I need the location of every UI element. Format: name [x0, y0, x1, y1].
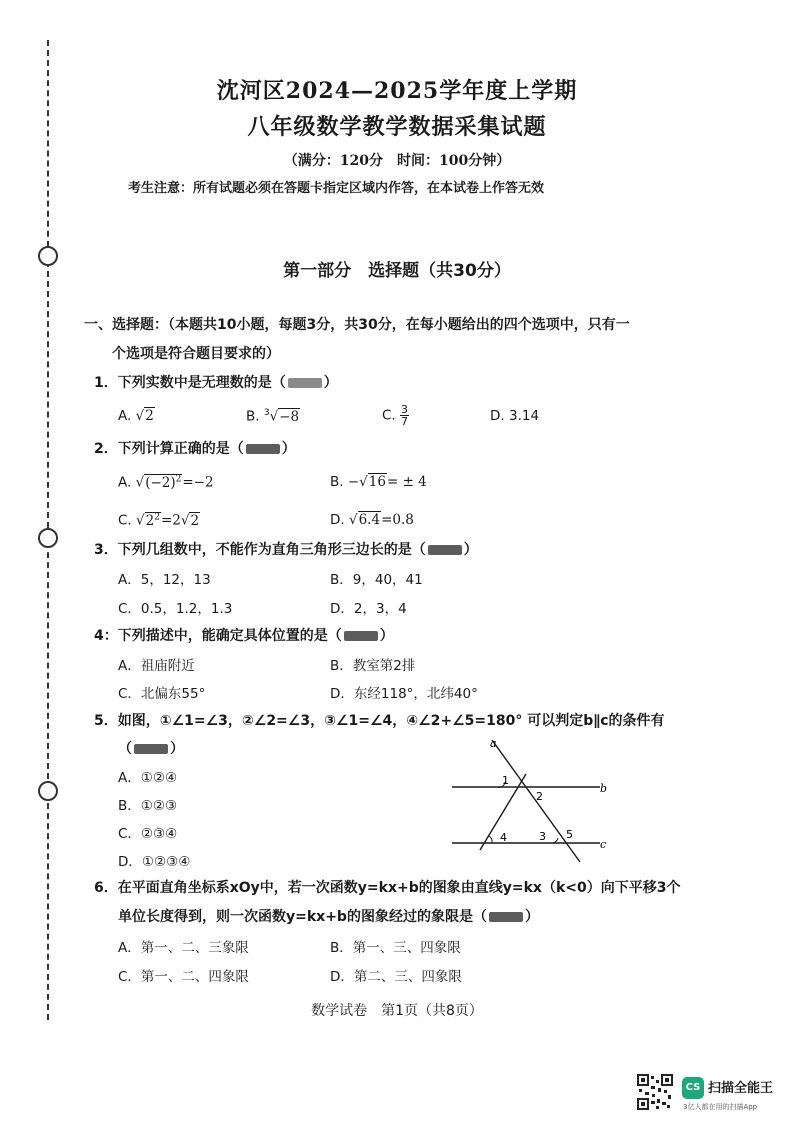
answer-blank — [344, 631, 378, 641]
question-3-option-c: C．0.5，1.2，1.3 — [118, 601, 233, 617]
label-b: b — [600, 782, 608, 795]
question-6-stem-line2: 单位长度得到，则一次函数y=kx+b的图象经过的象限是（ ） — [118, 909, 539, 925]
answer-blank — [489, 912, 523, 922]
qr-code-icon — [637, 1074, 673, 1110]
scanner-logo: CS — [682, 1077, 704, 1099]
question-1-option-b: B. $^3$√−8 — [246, 408, 300, 425]
question-5-option-a: A．①②④ — [118, 770, 178, 786]
angle-4-arc — [489, 836, 492, 843]
fraction: $\frac{3}{7}$ — [401, 403, 409, 428]
label-a: a — [490, 737, 497, 750]
question-6-option-d: D．第二、三、四象限 — [330, 969, 462, 985]
cube-root-symbol: √ — [269, 408, 279, 425]
question-5-stem: 5．如图，①∠1=∠3，②∠2=∠3，③∠1=∠4，④∠2+∠5=180° 可以判定b∥c的条件有 — [94, 713, 665, 729]
question-6-option-c: C．第一、二、四象限 — [118, 969, 249, 985]
parallel-lines-figure — [440, 730, 620, 866]
question-4-stem: 4：下列描述中，能确定具体位置的是（ ） — [94, 628, 394, 644]
question-1-option-c: C. $\frac{3}{7}$ — [382, 403, 409, 428]
question-1-stem: 1．下列实数中是无理数的是（ ） — [94, 375, 338, 391]
label-angle-5: 5 — [566, 828, 573, 841]
exam-score-time: （满分：120分 时间：100分钟） — [283, 153, 511, 169]
question-1-option-d: D. 3.14 — [490, 408, 540, 424]
question-3-option-d: D．2，3，4 — [330, 601, 407, 617]
question-5-option-b: B．①②③ — [118, 798, 178, 814]
sqrt-symbol: √ — [135, 474, 145, 491]
question-5-option-c: C．②③④ — [118, 826, 178, 842]
question-2-option-a: A. $√(-2)^2=-2$ — [118, 474, 214, 491]
part-title: 第一部分 选择题（共30分） — [283, 261, 511, 281]
question-2-option-c: C. $√2^2=2√2$ — [118, 512, 200, 529]
question-5-answer: （ ） — [118, 741, 184, 757]
question-4-option-a: A．祖庙附近 — [118, 658, 195, 674]
question-6-option-a: A．第一、二、三象限 — [118, 940, 249, 956]
question-2-stem: 2．下列计算正确的是（ ） — [94, 441, 296, 457]
label-angle-3: 3 — [539, 830, 546, 843]
answer-blank — [134, 744, 168, 754]
angle-3-arc — [553, 838, 558, 843]
exam-notice: 考生注意：所有试题必须在答题卡指定区域内作答，在本试卷上作答无效 — [128, 181, 545, 196]
label-c: c — [600, 838, 607, 851]
label-angle-2: 2 — [536, 790, 543, 803]
question-1-option-a: A. √2 — [118, 408, 154, 424]
page-footer: 数学试卷 第1页（共8页） — [311, 1003, 483, 1019]
exam-title-line2: 八年级数学教学数据采集试题 — [247, 114, 547, 140]
answer-blank — [428, 545, 462, 555]
sqrt-symbol: √ — [359, 474, 368, 490]
question-3-option-a: A．5，12，13 — [118, 572, 211, 588]
answer-blank — [246, 444, 280, 454]
question-5-option-d: D．①②③④ — [118, 854, 191, 870]
answer-blank — [288, 378, 322, 388]
question-4-option-b: B．教室第2排 — [330, 658, 416, 674]
scanner-brand: 扫描全能王 — [708, 1081, 774, 1096]
section-instructions-line2: 个选项是符合题目要求的） — [112, 346, 280, 362]
question-4-option-c: C．北偏东55° — [118, 686, 206, 702]
binding-hole — [38, 781, 58, 801]
question-6-stem-line1: 6．在平面直角坐标系xOy中，若一次函数y=kx+b的图象由直线y=kx（k<0）向下平移3个 — [94, 880, 681, 896]
label-angle-1: 1 — [502, 774, 509, 787]
sqrt-symbol: √ — [348, 512, 358, 528]
binding-hole — [38, 528, 58, 548]
exam-title-line1: 沈河区2024—2025学年度上学期 — [216, 78, 578, 104]
question-4-option-d: D．东经118°，北纬40° — [330, 686, 478, 702]
sqrt-symbol: √ — [180, 512, 190, 529]
question-3-stem: 3．下列几组数中，不能作为直角三角形三边长的是（ ） — [94, 542, 478, 558]
scanner-tagline: 3亿人都在用的扫描App — [683, 1103, 758, 1111]
sqrt-symbol: √ — [136, 512, 145, 529]
question-2-option-b: B. −√16= ± 4 — [330, 474, 427, 490]
section-instructions-line1: 一、选择题：（本题共10小题，每题3分，共30分，在每小题给出的四个选项中，只有一 — [84, 317, 630, 333]
label-angle-4: 4 — [500, 831, 507, 844]
question-6-option-b: B．第一、三、四象限 — [330, 940, 461, 956]
question-3-option-b: B．9，40，41 — [330, 572, 423, 588]
question-2-option-d: D. √6.4=0.8 — [330, 512, 414, 528]
sqrt-symbol: √ — [135, 408, 145, 424]
